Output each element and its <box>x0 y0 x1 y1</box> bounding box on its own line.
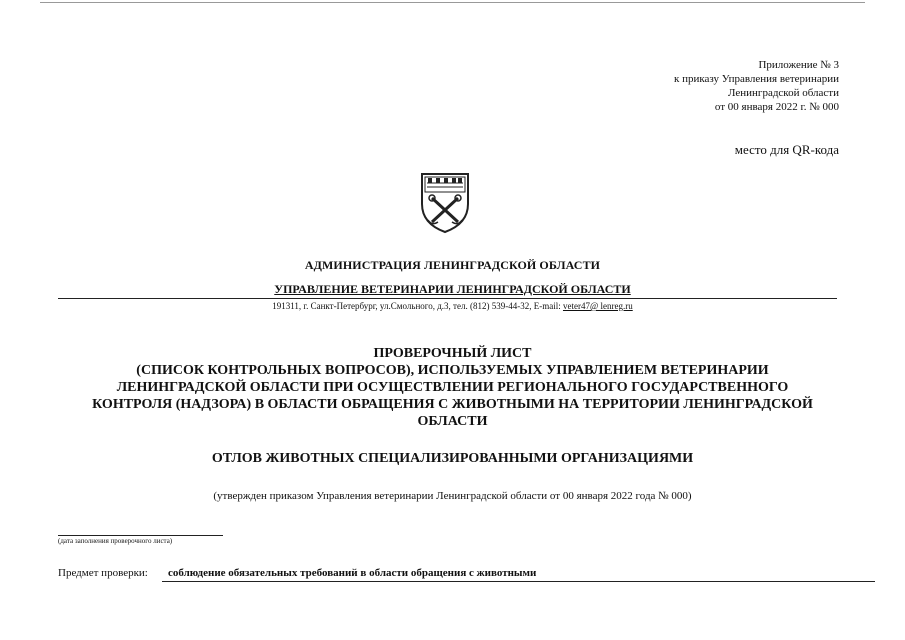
title-line-5: ОБЛАСТИ <box>417 414 488 429</box>
checklist-subtitle: ОТЛОВ ЖИВОТНЫХ СПЕЦИАЛИЗИРОВАННЫМИ ОРГАНИЗАЦИЯМИ <box>211 451 694 466</box>
department-title: УПРАВЛЕНИЕ ВЕТЕРИНАРИИ ЛЕНИНГРАДСКОЙ ОБЛАСТИ <box>274 282 631 296</box>
title-line-2: (СПИСОК КОНТРОЛЬНЫХ ВОПРОСОВ), ИСПОЛЬЗУЕМЫХ УПРАВЛЕНИЕМ ВЕТЕРИНАРИИ <box>136 363 769 378</box>
title-line-1: ПРОВЕРОЧНЫЙ ЛИСТ <box>373 346 532 361</box>
inspection-subject-value: соблюдение обязательных требований в области обращения с животными <box>168 567 537 579</box>
top-divider <box>40 2 865 3</box>
administration-title: АДМИНИСТРАЦИЯ ЛЕНИНГРАДСКОЙ ОБЛАСТИ <box>304 258 601 272</box>
contact-address <box>0 301 905 311</box>
appendix-line-4: от 00 января 2022 г. № 000 <box>714 101 839 113</box>
coat-of-arms-icon <box>418 170 472 234</box>
checklist-title <box>60 345 845 430</box>
inspection-subject-label: Предмет проверки: <box>58 567 148 579</box>
email-link[interactable]: veter47@ lenreg.ru <box>562 301 633 311</box>
appendix-line-3: Ленинградской области <box>728 87 839 99</box>
date-fill-line <box>58 535 223 536</box>
qr-placeholder: место для QR-кода <box>734 142 839 157</box>
inspection-subject-underline <box>162 581 875 582</box>
header-divider <box>58 298 837 299</box>
address-text: 191311, г. Санкт-Петербург, ул.Смольного, д.3, тел. (812) 539-44-32, E-mail: <box>272 301 563 311</box>
approval-note: (утвержден приказом Управления ветеринарии Ленинградской области от 00 января 2022 года № 000) <box>213 490 692 502</box>
title-line-3: ЛЕНИНГРАДСКОЙ ОБЛАСТИ ПРИ ОСУЩЕСТВЛЕНИИ РЕГИОНАЛЬНОГО ГОСУДАРСТВЕННОГО <box>116 380 789 395</box>
appendix-line-1: Приложение № 3 <box>758 59 839 71</box>
title-line-4: КОНТРОЛЯ (НАДЗОРА) В ОБЛАСТИ ОБРАЩЕНИЯ С ЖИВОТНЫМИ НА ТЕРРИТОРИИ ЛЕНИНГРАДСКОЙ <box>92 397 813 412</box>
appendix-line-2: к приказу Управления ветеринарии <box>673 73 839 85</box>
date-fill-label: (дата заполнения проверочного листа) <box>58 537 173 545</box>
appendix-reference <box>674 58 839 114</box>
